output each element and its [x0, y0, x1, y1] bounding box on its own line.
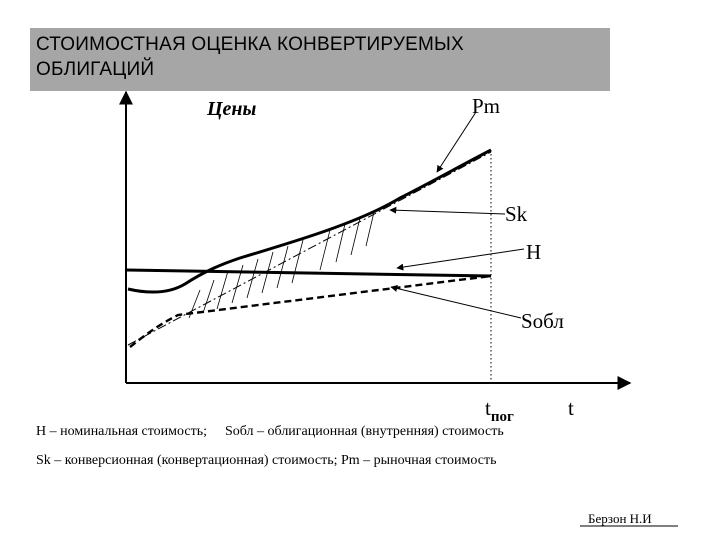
legend-sobl: Sобл – облигационная (внутренняя) стоимость — [225, 424, 504, 439]
sobl-pointer — [391, 287, 521, 318]
title-line-2: ОБЛИГАЦИЙ — [36, 59, 155, 80]
h-pointer — [397, 249, 524, 268]
sk-label: Sk — [505, 202, 528, 226]
h-line — [126, 270, 491, 276]
title-line-1: СТОИМОСТНАЯ ОЦЕНКА КОНВЕРТИРУЕМЫХ — [36, 34, 464, 55]
sk-pointer — [390, 210, 505, 214]
y-axis-label: Цены — [207, 98, 257, 120]
maturity-label-t: t — [485, 396, 491, 420]
hatched-area — [189, 212, 374, 318]
legend-h: H – номинальная стоимость; — [36, 424, 207, 439]
sobl-label: Sобл — [521, 309, 564, 333]
author-credit: Берзон Н.И — [588, 511, 652, 526]
legend-line-2: Sk – конверсионная (конвертационная) стоимость; Pm – рыночная стоимость — [36, 453, 497, 468]
x-axis-label: t — [568, 396, 574, 420]
h-label: H — [526, 240, 542, 264]
pm-label: Pm — [472, 94, 501, 118]
maturity-label-sub: пог — [490, 409, 514, 425]
legend-line-1 — [36, 424, 504, 440]
sk-line — [128, 152, 491, 345]
sobl-line — [130, 276, 491, 347]
maturity-label — [485, 396, 514, 426]
